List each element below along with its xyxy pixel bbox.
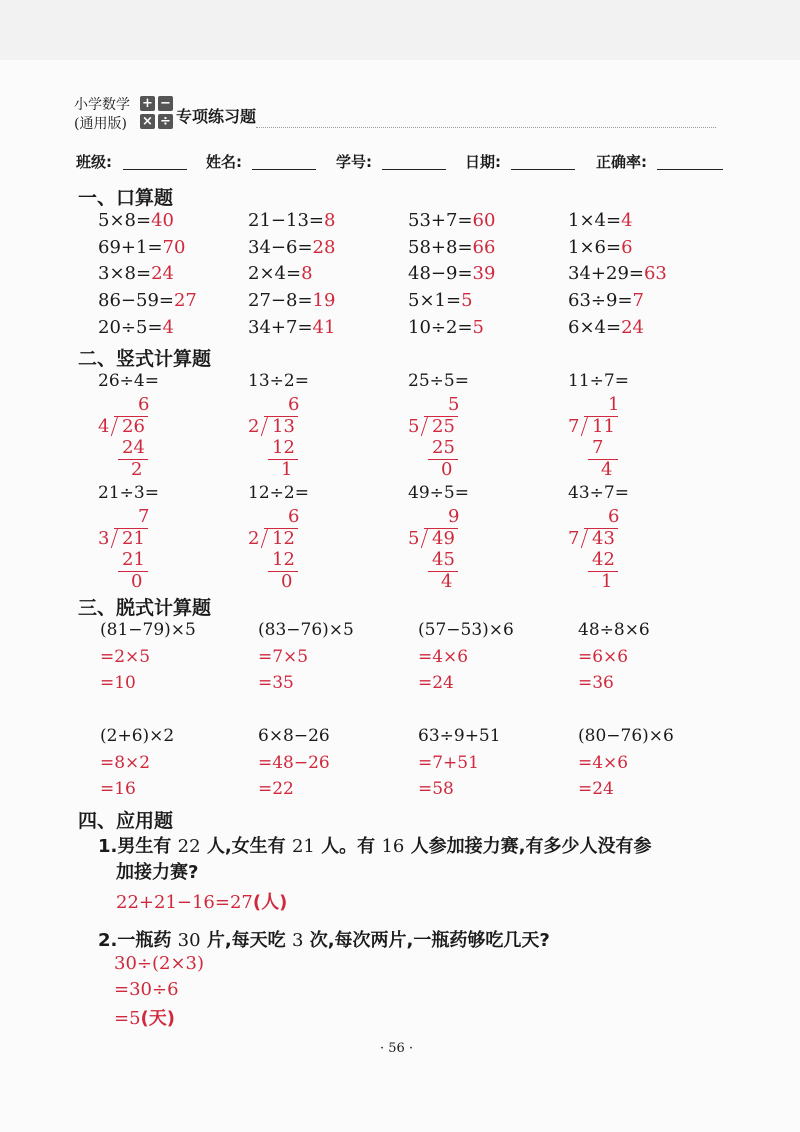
oral-item xyxy=(408,237,495,258)
oral-question: 21−13= xyxy=(248,210,324,231)
oral-item xyxy=(98,210,174,231)
oral-item xyxy=(98,237,185,258)
stepwise-question: 63÷9+51 xyxy=(418,726,501,746)
division-dividend: 21 xyxy=(122,528,145,549)
p1-part: 1.男生有 xyxy=(98,836,172,857)
division-remainder: 0 xyxy=(441,459,453,480)
p1-answer-expr: 22+21−16=27 xyxy=(116,892,253,913)
oral-question: 1×4= xyxy=(568,210,622,231)
problem-2-answer-step1: 30÷(2×3) xyxy=(114,953,205,974)
stepwise-question: 48÷8×6 xyxy=(578,620,650,640)
stepwise-step2: =58 xyxy=(418,779,454,799)
division-divisor: 2 xyxy=(248,528,260,549)
division-dividend: 13 xyxy=(272,416,295,437)
division-quotient: 9 xyxy=(448,506,460,527)
division-divisor: 2 xyxy=(248,416,260,437)
oral-question: 34+29= xyxy=(568,263,644,284)
section-oral-title: 一、口算题 xyxy=(78,187,174,209)
division-quotient: 6 xyxy=(138,394,150,415)
book-title: 小学数学 xyxy=(74,97,130,113)
division-remainder: 1 xyxy=(601,571,613,592)
oral-item xyxy=(408,210,495,231)
stepwise-step1: =4×6 xyxy=(578,753,629,773)
book-edition: (通用版) xyxy=(74,116,127,132)
division-product: 12 xyxy=(272,437,295,458)
oral-item xyxy=(248,317,335,338)
oral-question: 58+8= xyxy=(408,237,473,258)
oral-question: 10÷2= xyxy=(408,317,473,338)
p1-answer-unit: (人) xyxy=(252,892,288,913)
oral-item xyxy=(568,317,644,338)
oral-question: 86−59= xyxy=(98,290,174,311)
oral-item xyxy=(248,237,335,258)
oral-item xyxy=(408,263,495,284)
oral-question: 34+7= xyxy=(248,317,313,338)
oral-question: 63÷9= xyxy=(568,290,633,311)
stepwise-step1: =2×5 xyxy=(100,647,151,667)
oral-item xyxy=(98,263,174,284)
division-product: 12 xyxy=(272,549,295,570)
division-divisor: 7 xyxy=(568,416,580,437)
p2-part: 片,每天吃 xyxy=(206,930,286,951)
name-blank[interactable] xyxy=(252,169,316,170)
divide-icon: ÷ xyxy=(158,114,173,129)
division-dividend: 43 xyxy=(592,528,615,549)
division-dividend: 12 xyxy=(272,528,295,549)
oral-question: 2×4= xyxy=(248,263,302,284)
oral-answer: 5 xyxy=(461,290,473,311)
oral-answer: 6 xyxy=(621,237,633,258)
division-remainder: 4 xyxy=(441,571,453,592)
division-question: 11÷7= xyxy=(568,371,629,391)
oral-question: 34−6= xyxy=(248,237,313,258)
division-quotient: 5 xyxy=(448,394,460,415)
p1-part: 人。有 xyxy=(321,836,376,857)
division-quotient: 6 xyxy=(608,506,620,527)
stepwise-step1: =7+51 xyxy=(418,753,479,773)
stepwise-question: (2+6)×2 xyxy=(100,726,175,746)
division-dividend: 25 xyxy=(432,416,455,437)
name-label: 姓名: xyxy=(206,153,242,171)
oral-question: 5×8= xyxy=(98,210,152,231)
oral-question: 6×4= xyxy=(568,317,622,338)
oral-question: 53+7= xyxy=(408,210,473,231)
division-remainder: 2 xyxy=(131,459,143,480)
oral-answer: 70 xyxy=(162,237,186,258)
oral-answer: 8 xyxy=(323,210,336,231)
oral-question: 5×1= xyxy=(408,290,462,311)
oral-item xyxy=(408,290,473,311)
oral-item xyxy=(98,317,174,338)
oral-answer: 24 xyxy=(151,263,174,284)
stepwise-question: 6×8−26 xyxy=(258,726,330,746)
p1-part: 人,女生有 xyxy=(206,836,286,857)
division-question: 13÷2= xyxy=(248,371,309,391)
oral-answer: 28 xyxy=(312,237,336,258)
oral-question: 1×6= xyxy=(568,237,622,258)
oral-answer: 5 xyxy=(472,317,484,338)
division-question: 12÷2= xyxy=(248,483,309,503)
division-remainder: 1 xyxy=(281,459,293,480)
division-divisor: 5 xyxy=(408,528,420,549)
oral-item xyxy=(568,210,633,231)
division-question: 26÷4= xyxy=(98,371,159,391)
division-quotient: 7 xyxy=(138,506,150,527)
date-blank[interactable] xyxy=(511,169,575,170)
accuracy-label: 正确率: xyxy=(596,153,647,171)
oral-answer: 63 xyxy=(643,263,667,284)
oral-item xyxy=(98,290,197,311)
p1-num: 22 xyxy=(177,836,201,857)
student-id-label: 学号: xyxy=(336,153,372,171)
division-question: 25÷5= xyxy=(408,371,469,391)
class-label: 班级: xyxy=(76,153,112,171)
oral-question: 27−8= xyxy=(248,290,313,311)
plus-icon: + xyxy=(140,96,155,111)
division-product: 24 xyxy=(122,437,145,458)
stepwise-question: (81−79)×5 xyxy=(100,620,196,640)
division-quotient: 6 xyxy=(288,506,300,527)
p2-part: 2.一瓶药 xyxy=(98,930,172,951)
division-divisor: 5 xyxy=(408,416,420,437)
operator-icons xyxy=(140,96,174,130)
series-title: 专项练习题 xyxy=(176,107,257,126)
division-remainder: 0 xyxy=(131,571,143,592)
oral-answer: 7 xyxy=(632,290,644,311)
oral-question: 69+1= xyxy=(98,237,163,258)
division-remainder: 4 xyxy=(601,459,613,480)
oral-answer: 41 xyxy=(312,317,336,338)
stepwise-step1: =7×5 xyxy=(258,647,309,667)
division-product: 25 xyxy=(432,437,455,458)
division-product: 45 xyxy=(432,549,455,570)
class-blank[interactable] xyxy=(123,169,187,170)
oral-answer: 40 xyxy=(151,210,174,231)
oral-question: 48−9= xyxy=(408,263,473,284)
problem-1-text xyxy=(98,832,651,858)
oral-item xyxy=(248,290,335,311)
stepwise-step2: =36 xyxy=(578,673,614,693)
oral-answer: 66 xyxy=(472,237,496,258)
accuracy-blank[interactable] xyxy=(657,169,723,170)
oral-answer: 60 xyxy=(472,210,496,231)
division-remainder: 0 xyxy=(281,571,293,592)
division-product: 7 xyxy=(592,437,604,458)
oral-answer: 4 xyxy=(162,317,174,338)
p1-part: 人参加接力赛,有多少人没有参 xyxy=(410,836,652,857)
p2-answer-unit: (天) xyxy=(140,1008,175,1029)
page-number: · 56 · xyxy=(380,1041,414,1056)
oral-item xyxy=(568,263,667,284)
oral-item xyxy=(568,290,644,311)
stepwise-step1: =6×6 xyxy=(578,647,629,667)
oral-answer: 8 xyxy=(301,263,313,284)
oral-answer: 24 xyxy=(621,317,644,338)
stepwise-step2: =24 xyxy=(418,673,454,693)
stepwise-step2: =10 xyxy=(100,673,136,693)
division-question: 43÷7= xyxy=(568,483,629,503)
division-dividend: 49 xyxy=(432,528,455,549)
stepwise-question: (80−76)×6 xyxy=(578,726,674,746)
oral-answer: 39 xyxy=(472,263,496,284)
stepwise-step2: =35 xyxy=(258,673,294,693)
division-divisor: 7 xyxy=(568,528,580,549)
oral-item xyxy=(248,210,335,231)
oral-item xyxy=(568,237,633,258)
problem-2-text xyxy=(98,926,550,952)
section-stepwise-title: 三、脱式计算题 xyxy=(78,597,212,619)
division-divisor: 4 xyxy=(98,416,110,437)
p2-num: 30 xyxy=(177,930,201,951)
oral-item xyxy=(408,317,484,338)
p1-num: 21 xyxy=(291,836,315,857)
division-question: 49÷5= xyxy=(408,483,469,503)
student-id-blank[interactable] xyxy=(382,169,446,170)
division-product: 42 xyxy=(592,549,615,570)
division-question: 21÷3= xyxy=(98,483,159,503)
header-divider xyxy=(256,127,716,128)
division-dividend: 26 xyxy=(122,416,145,437)
problem-1-answer xyxy=(116,888,287,914)
oral-answer: 19 xyxy=(312,290,336,311)
p2-answer-expr: =5 xyxy=(114,1008,141,1029)
division-quotient: 1 xyxy=(608,394,620,415)
p1-num: 16 xyxy=(381,836,405,857)
section-vertical-title: 二、竖式计算题 xyxy=(78,348,212,370)
oral-question: 20÷5= xyxy=(98,317,163,338)
oral-item xyxy=(248,263,313,284)
division-quotient: 6 xyxy=(288,394,300,415)
p2-num: 3 xyxy=(291,930,304,951)
stepwise-step2: =22 xyxy=(258,779,294,799)
stepwise-step1: =8×2 xyxy=(100,753,151,773)
division-divisor: 3 xyxy=(98,528,110,549)
oral-question: 3×8= xyxy=(98,263,152,284)
oral-answer: 4 xyxy=(621,210,633,231)
date-label: 日期: xyxy=(465,153,501,171)
stepwise-step1: =48−26 xyxy=(258,753,330,773)
division-dividend: 11 xyxy=(592,416,615,437)
minus-icon: − xyxy=(158,96,173,111)
stepwise-question: (57−53)×6 xyxy=(418,620,514,640)
stepwise-question: (83−76)×5 xyxy=(258,620,354,640)
problem-1-text-line2: 加接力赛? xyxy=(116,862,199,883)
problem-2-answer-step2: =30÷6 xyxy=(114,979,179,1000)
p2-part: 次,每次两片,一瓶药够吃几天? xyxy=(309,930,550,951)
stepwise-step2: =24 xyxy=(578,779,614,799)
stepwise-step2: =16 xyxy=(100,779,136,799)
section-word-title: 四、应用题 xyxy=(78,810,174,832)
times-icon: × xyxy=(140,114,155,129)
division-product: 21 xyxy=(122,549,145,570)
stepwise-step1: =4×6 xyxy=(418,647,469,667)
problem-2-answer-step3 xyxy=(114,1004,175,1030)
oral-answer: 27 xyxy=(173,290,197,311)
